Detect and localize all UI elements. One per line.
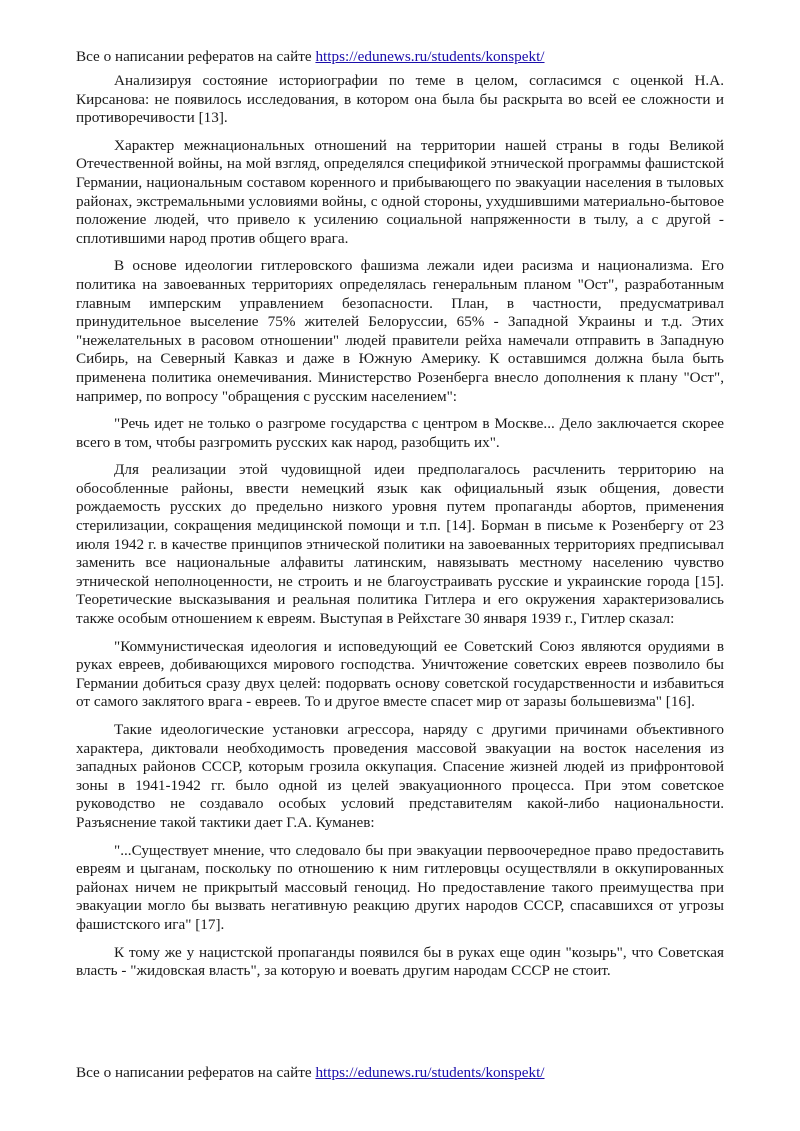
document-body bbox=[76, 72, 724, 990]
header-text: Все о написании рефератов на сайте bbox=[76, 48, 312, 65]
footer-link[interactable]: https://edunews.ru/students/konspekt/ bbox=[315, 1064, 545, 1081]
paragraph: Для реализации этой чудовищной идеи предполагалось расчленить территорию на обособленные районы, ввести немецкий язык как официальный язык общения, довести рождаемость русских до предельно низкого уровня путем пропаганды абортов, применения стерилизации, сокращения медицинской помощи и т.п. [14]. Борман в письме к Розенбергу от 23 июля 1942 г. в качестве принципов этнической политики на завоеванных территориях предписывал заменить все национальные алфавиты латинским, навязывать местному населению чувство этнической неполноценности, не строить и не благоустраивать русские и украинские города [15]. Теоретические высказывания и реальная политика Гитлера и его окружения характеризовались также особым отношением к евреям. Выступая в Рейхстаге 30 января 1939 г., Гитлер сказал: bbox=[76, 461, 724, 628]
header-link[interactable]: https://edunews.ru/students/konspekt/ bbox=[315, 48, 545, 65]
paragraph: К тому же у нацистской пропаганды появился бы в руках еще один "козырь", что Советская власть - "жидовская власть", за которую и воевать другим народам СССР не стоит. bbox=[76, 943, 724, 980]
paragraph: Характер межнациональных отношений на территории нашей страны в годы Великой Отечественной войны, на мой взгляд, определялся спецификой этнической программы фашистской Германии, национальным составом коренного и прибывающего по эвакуации населения в тыловых районах, экстремальными условиями войны, с одной стороны, ухудшившими материально-бытовое положение людей, что привело к усилению социальной напряженности в тылу, а с другой - сплотившими народ против общего врага. bbox=[76, 136, 724, 247]
quote-paragraph: "Коммунистическая идеология и исповедующий ее Советский Союз являются орудиями в руках евреев, добивающихся мирового господства. Уничтожение советских евреев позволило бы Германии добиться сразу двух целей: подорвать основу советской государственности и избавиться от самого заклятого врага - евреев. То и другое вместе спасет мир от заразы большевизма" [16]. bbox=[76, 637, 724, 711]
quote-paragraph: "...Существует мнение, что следовало бы при эвакуации первоочередное право предоставить евреям и цыганам, поскольку по отношению к ним гитлеровцы осуществляли в оккупированных районах ничем не прикрытый массовый геноцид. Но предоставление такого преимущества при эвакуации могло бы вызвать негативную реакцию других народов СССР, спасавшихся от угрозы фашистского ига" [17]. bbox=[76, 841, 724, 933]
page-footer bbox=[76, 1063, 726, 1082]
footer-text: Все о написании рефератов на сайте bbox=[76, 1064, 312, 1081]
page-header bbox=[76, 47, 726, 66]
paragraph: Анализируя состояние историографии по теме в целом, согласимся с оценкой Н.А. Кирсанова: не появилось исследования, в котором она была бы раскрыта во всей ее сложности и противоречивости [13]. bbox=[76, 72, 724, 127]
quote-paragraph: "Речь идет не только о разгроме государства с центром в Москве... Дело заключается скорее всего в том, чтобы разгромить русских как народ, разобщить их". bbox=[76, 415, 724, 451]
paragraph: В основе идеологии гитлеровского фашизма лежали идеи расизма и национализма. Его политика на завоеванных территориях определялась генеральным планом "Ост", разработанным главным имперским управлением безопасности. План, в частности, предусматривал принудительное выселение 75% жителей Белоруссии, 65% - Западной Украины и т.д. Этих "нежелательных в расовом отношении" людей правители рейха намечали отправить в Западную Сибирь, на Северный Кавказ и даже в Южную Америку. К оставшимся должна была быть применена политика онемечивания. Министерство Розенберга внесло дополнения к плану "Ост", например, по вопросу "обращения с русским населением": bbox=[76, 257, 724, 405]
paragraph: Такие идеологические установки агрессора, наряду с другими причинами объективного характера, диктовали необходимость проведения массовой эвакуации на восток населения из западных районов СССР, которым грозила оккупация. Спасение жизней людей из прифронтовой зоны в 1941-1942 гг. было одной из целей эвакуационного процесса. При этом советское руководство не создавало особых условий представителям какой-либо национальности. Разъяснение такой тактики дает Г.А. Куманев: bbox=[76, 721, 724, 831]
